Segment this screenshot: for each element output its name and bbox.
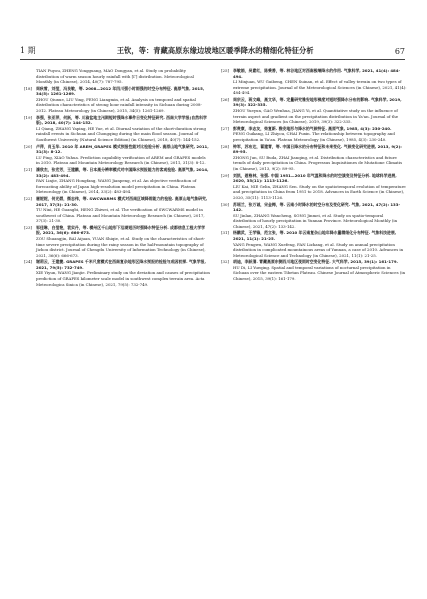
reference-chinese-text: 苏瑶兰，张万诚，宋金梅，等. 云南小时降水的时空分布及变化研究. 气象, 2021, 47(2): 133-142.	[233, 201, 401, 213]
reference-entry	[221, 126, 407, 143]
reference-column-right	[221, 68, 407, 283]
reference-number: [19]	[24, 114, 32, 120]
reference-body	[233, 230, 407, 258]
reference-chinese-text: 卢萍，肖玉华. 2010 年 AREM_GRAPES 模式预报性能对比检验分析. 高原山地气象研究, 2011, 31(3): 8-12.	[36, 143, 209, 155]
reference-chinese-text: 刘凯，聂格林，张强. 中国 1951—2010 年气温和降水的时空演变及特征分析. 地球科学进展, 2020, 35(11): 1113-1126.	[233, 172, 397, 184]
reference-english-text: XIE Yiyun, WANG Jianjie. Preliminary study on the deviation and causes of precipitation prediction of GRAPES kilometer scale model in southwest complex terrain area. Acta Meteorologica Sinica (in Chinese), 2021, 79(5): 732-749.	[36, 270, 210, 287]
reference-english-text: YANG Pengwu, WANG Xuefeng, FAN Lizhang, et al. Study on annual precipitation distribution in complicated mountainous areas of Yunnan, a case of 2010. Advances in Meteorological Science and Technology (in Chinese), 2021, 11(1): 21-25.	[233, 241, 404, 258]
reference-english-text: ZHOU Yueyun, GAO Wenhua, JIANG Yi, et al. Quantitative study on the influence of terrain aspect and gradient on the precipitation distribution in Ya'an. Journal of the Meteorological Sciences (in Chinese), 2019, 39(3): 322-335.	[233, 108, 399, 125]
reference-body	[36, 115, 210, 143]
reference-english-text: TIAN Fuyou, ZHENG Yongguang, MAO Dongyan, et al. Study on probability distribution of warm season hourly rainfall with [Γ] distribution. Meteorological Monthly (in Chinese), 2014, 40(7): 787-795.	[36, 68, 194, 85]
reference-body	[36, 196, 210, 224]
reference-entry	[221, 230, 407, 258]
reference-entry	[24, 167, 210, 195]
reference-english-text: LI Minjuan, WU Guibeng, CHEN Suinan, et al. Effect of valley terrain on two types of extreme precipitation. Journal of the Meteorological Sciences (in Chinese), 2021, 41(4): 484-494.	[233, 79, 407, 96]
reference-chinese-text: 周秋雪，刘莹，冯良敏，等. 2008—2012 年四川强小时雨强的时空分布特征. 高原气象, 2015, 34(5): 1261-1269.	[36, 85, 205, 97]
reference-number: [18]	[24, 85, 32, 91]
reference-chinese-text: 杨鹏武，王学锋，范立张，等. 2010 年云南复杂山地年降水量精细化分布特征. 气象科技进展, 2021, 11(1): 21-25.	[233, 230, 397, 241]
reference-number: [22]	[24, 195, 32, 201]
reference-entry	[221, 259, 407, 281]
reference-english-text: ZHONG Jun, SU Buda, ZHAI Jianqing, et al. Distribution characteristics and future trends of daily precipitation in China. Progressus Inquisitiones de Mutatione Climatis (in Chinese), 2013, 9(2): 89-95.	[233, 154, 403, 171]
reference-english-text: LIU Kai, NIE Gelin, ZHANG Sen. Study on the spatiotemporal evolution of temperature and precipitation in China from 1951 to 2018. Advances in Earth Science (in Chinese), 2020, 35(11): 1113-1126.	[233, 183, 406, 200]
reference-body	[233, 259, 407, 281]
reference-number: [27]	[221, 125, 229, 131]
reference-english-text: TU Nini, HE Guangbi, HENG Zhiwei, et al. The verification of SWCWARMS model in southwest of China. Plateau and Mountain Meteorology Research (in Chinese), 2017, 37(3): 21-30.	[36, 207, 205, 224]
reference-english-text: PAN Linjie, ZHANG Hongfang, WANG Jianpeng, et al. An objective verification of forecasting ability of Japan high-resolution model precipitation in China. Plateau Meteorology (in Chinese), 2014, 33(2): 483-494.	[36, 178, 197, 195]
reference-chinese-text: 谢莉云，王建捷. GRAPES 千米尺度模式在西南复杂地形区降水预报的检验与成因初探. 气象学报, 2021, 79(5): 732-749.	[36, 259, 206, 270]
reference-entry	[221, 68, 407, 96]
reference-body	[233, 126, 407, 143]
reference-column-left	[24, 68, 210, 288]
reference-english-text: SU Jinlan, ZHANG Wancheng, SONG Jinmei, et al. Study on spatio-temporal distribution of hourly precipitation in Yunnan Province. Meteorological Monthly (in Chinese), 2021, 47(2): 133-142.	[233, 212, 398, 229]
running-header	[20, 42, 405, 60]
reference-entry	[221, 202, 407, 230]
reference-number: [20]	[24, 143, 32, 149]
reference-number: [24]	[24, 259, 32, 265]
reference-english-text: ZHOU Qiuxue, LIU Ying, FENG Liangmin, et al. Analysis on temporal and spatial distribution characteristics of strong hour rainfall intensity in Sichuan during 2008-2012. Plateau Meteorology (in Chinese), 2015, 34(5): 1261-1269.	[36, 96, 202, 114]
running-title: 王钦，等：青藏高原东缘边坡地区暖季降水的精细化特征分析	[116, 46, 314, 55]
page-number: 67	[394, 47, 405, 56]
reference-number: [30]	[221, 201, 229, 207]
reference-body	[36, 86, 210, 114]
reference-chinese-text: 李强，张亚萍，何跃，等. 川渝盆地主汛期短时强降水事件日变化特征研究. 西南大学学报(自然科学版), 2018, 40(7): 144-152.	[36, 114, 207, 126]
reference-chinese-text: 潘欣杰，张宏芳，王建鹏，等. 日本高分辨率模式对中国降水预报能力的客观检验. 高原气象, 2014, 33(2): 483-494.	[36, 167, 209, 178]
reference-chinese-text: 李敏娟，吴素红，陈秉善，等. 林谷地区对西南极端降水的作用. 气象科学, 2021, 41(4): 484-494.	[233, 68, 401, 79]
reference-entry	[24, 196, 210, 224]
reference-entry	[221, 173, 407, 201]
reference-english-text: ZOU Shuangjin, BAI Aijuan, YUAN Shiqie, et al. Study on the characteristics of short-time severe precipitation during the rainy season in the half-mountain topography of Jizhou district. Journal of Chengdu University of Information Technology (in Chinese), 2021, 36(6): 666-673.	[36, 235, 206, 258]
issue-label: 1 期	[20, 46, 36, 55]
reference-chinese-text: 周宗云，蒋文峰，高文华，等. 定量研究雅安地形梯度对短时强降水分布的影响. 气象科学, 2019, 39(3): 322-335.	[233, 96, 402, 108]
reference-body	[233, 202, 407, 230]
reference-body	[36, 167, 210, 195]
reference-number: [28]	[221, 143, 229, 149]
reference-entry	[24, 259, 210, 287]
reference-chinese-text: 屠妮妮，何光碧，衡志伟，等. SWCWARMS 模式对西南区域降雨能力的检验. 高原山地气象研究, 2017, 37(3): 21-30.	[36, 195, 208, 207]
reference-chinese-text: 胡迪，李跃清. 青藏高原东侧四川地区夜雨时空变化特征. 大气科学, 2015, 39(1): 161-179.	[233, 259, 399, 265]
reference-entry	[24, 144, 210, 166]
reference-body	[36, 68, 210, 85]
reference-body	[233, 97, 407, 125]
reference-body	[233, 144, 407, 172]
reference-number: [25]	[221, 68, 229, 73]
reference-entry	[24, 115, 210, 143]
reference-english-text: LU Ping, XIAO Yuhua. Prediction capability verification of AREM and GRAPES models in 2010. Plateau and Mountain Meteorology Research (in Chinese), 2011, 31(3): 8-12.	[36, 154, 206, 166]
reference-number: [26]	[221, 96, 229, 102]
reference-number	[24, 68, 36, 85]
reference-entry	[24, 86, 210, 114]
reference-body	[36, 225, 210, 258]
reference-body	[233, 68, 407, 96]
reference-number: [32]	[221, 259, 229, 265]
reference-english-text: HU Di, LI Yueqing. Spatial and temporal variations of nocturnal precipitation in Sichuan over the eastern Tibetan Plateau. Chinese Journal of Atmospheric Sciences (in Chinese), 2015, 39(1): 161-179.	[233, 264, 406, 281]
reference-entry	[221, 144, 407, 172]
reference-number: [29]	[221, 172, 229, 178]
reference-entry	[24, 225, 210, 258]
reference-chinese-text: 邹佳琳，白莹艳，袁实丹，等. 横州区千山地形下沿湖短历时强降水特征分析. 成都信息工程大学学报, 2021, 36(6): 666-673.	[36, 224, 206, 236]
reference-number: [21]	[24, 167, 32, 173]
reference-entry	[221, 97, 407, 125]
reference-number: [23]	[24, 224, 32, 230]
reference-body	[36, 144, 210, 166]
reference-chinese-text: 彭贵康，李志友，柴复新. 雅安地形与降水的气候特征. 高原气象, 1985, 4(3): 230-240.	[233, 125, 392, 131]
reference-body	[233, 173, 407, 201]
reference-body	[36, 259, 210, 287]
reference-chinese-text: 钟军，苏布达，翟建青，等. 中国日降水的分布特征和未来变化. 气候变化研究进展, 2013, 9(2): 89-95.	[233, 143, 402, 155]
reference-english-text: LI Qiang, ZHANG Yaping, HE Yue, et al. Diurnal variation of the short-duration strong rainfall events in Sichuan and Chongqing during the main flood season. Journal of Southwest University (Natural Science Edition) (in Chinese), 2018, 40(7): 144-152.	[36, 125, 207, 142]
reference-english-text: PENG Guikang, LI Zhiyou, CHAI Fuxin. The relationship between topography and precipitation in Ya'an. Plateau Meteorology (in Chinese), 1985, 4(3): 230-240.	[233, 131, 395, 142]
reference-entry	[24, 68, 210, 85]
reference-number: [31]	[221, 230, 229, 236]
